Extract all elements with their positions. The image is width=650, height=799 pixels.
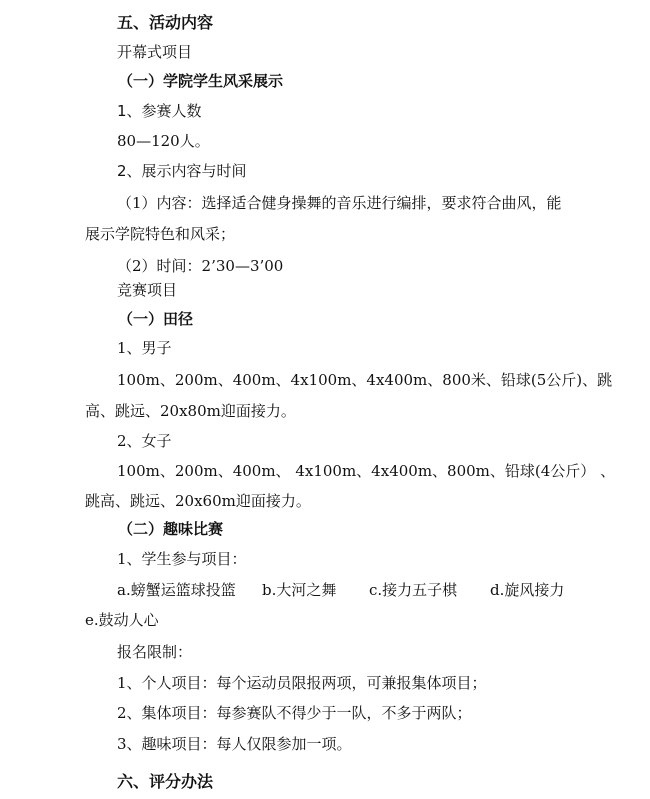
track-field-title: （一）田径 xyxy=(118,310,194,328)
opening-events-title: 开幕式项目 xyxy=(117,43,193,61)
fun-option-e: e.鼓动人心 xyxy=(85,611,159,629)
women-events-line-2: 跳高、跳远、20x60m迎面接力。 xyxy=(85,492,311,510)
men-events-line-2: 高、跳远、20x80m迎面接力。 xyxy=(85,402,296,420)
competition-events-title: 竞赛项目 xyxy=(117,281,178,299)
limit-group: 2、集体项目：每参赛队不得少于一队，不多于两队； xyxy=(117,704,472,722)
section-heading-activities: 五、活动内容 xyxy=(117,13,214,32)
content-time-title: 2、展示内容与时间 xyxy=(117,162,247,180)
limit-fun: 3、趣味项目：每人仅限参加一项。 xyxy=(117,735,352,753)
fun-option-b: b.大河之舞 xyxy=(262,581,337,599)
content-line-1: （1）内容：选择适合健身操舞的音乐进行编排，要求符合曲风，能 xyxy=(117,194,562,212)
fun-games-title: （二）趣味比赛 xyxy=(118,520,224,538)
fun-option-d: d.旋风接力 xyxy=(490,581,565,599)
men-title: 1、男子 xyxy=(117,339,172,357)
women-title: 2、女子 xyxy=(117,432,172,450)
fun-option-c: c.接力五子棋 xyxy=(369,581,458,599)
participants-count: 80—120人。 xyxy=(117,132,210,150)
registration-limits-title: 报名限制： xyxy=(117,643,193,661)
fun-options-row xyxy=(0,583,650,603)
student-showcase-title: （一）学院学生风采展示 xyxy=(118,72,284,90)
participants-title: 1、参赛人数 xyxy=(117,102,202,120)
fun-option-a: a.螃蟹运篮球投篮 xyxy=(117,581,236,599)
content-line-2: 展示学院特色和风采； xyxy=(85,225,236,243)
student-events-title: 1、学生参与项目： xyxy=(117,550,247,568)
limit-individual: 1、个人项目：每个运动员限报两项，可兼报集体项目； xyxy=(117,674,487,692)
time-line: （2）时间：2’30—3’00 xyxy=(117,257,284,275)
men-events-line-1: 100m、200m、400m、4x100m、4x400m、800米、铅球(5公斤)、跳 xyxy=(117,371,613,389)
women-events-line-1: 100m、200m、400m、 4x100m、4x400m、800m、铅球(4公斤） 、 xyxy=(117,462,616,480)
section-heading-scoring: 六、评分办法 xyxy=(117,772,214,791)
